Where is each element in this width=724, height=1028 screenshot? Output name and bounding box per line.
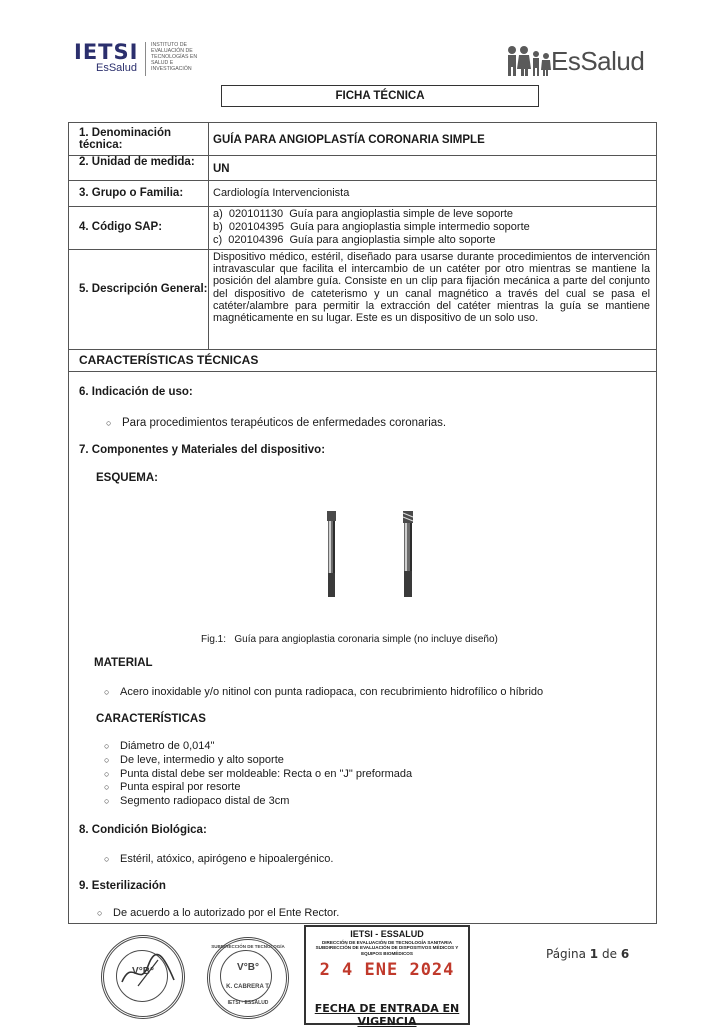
ietsi-institute-name: INSTITUTO DE EVALUACIÓN DE TECNOLOGÍAS EN SALUD E INVESTIGACIÓN (151, 42, 198, 72)
sap-code-item: a) 020101130 Guía para angioplastia simple de leve soporte (213, 208, 514, 220)
row-value: Cardiología Intervencionista (213, 187, 350, 199)
table-row (69, 180, 656, 207)
seal-bottom-text: IETSI · ESSALUD (227, 1000, 269, 1006)
esquema-label: ESQUEMA: (96, 472, 158, 484)
characteristics-title: CARACTERÍSTICAS (96, 713, 206, 725)
figure-caption-text: Guía para angioplastia coronaria simple (no incluye diseño) (234, 634, 498, 645)
row-value: Dispositivo médico, estéril, diseñado para usarse durante procedimientos de intervención intravascular que facilita el intercambio de un catéter por otro mientras se mantiene la posición del alambre guía. Consiste en un clip para fijación mecánica a parte del conjunto del dispositivo de cateterismo y un canal magnético a través del cual se pasa el catéter/alambre para permitir la extracción del catéter mientras la guía se mantiene magnéticamente en su lugar. Este es un dispositivo de un solo uso. (213, 251, 650, 325)
approval-seal-right (207, 937, 289, 1019)
section-header: CARACTERÍSTICAS TÉCNICAS (79, 353, 259, 367)
spec-sheet-frame (68, 122, 657, 924)
page-sep: de (601, 947, 617, 961)
table-row (69, 249, 656, 350)
essalud-family-icon (505, 44, 551, 78)
table-row (69, 155, 656, 181)
section-6-title: 6. Indicación de uso: (79, 386, 193, 398)
table-row (69, 206, 656, 250)
effective-date-stamp (304, 925, 470, 1028)
page-current: 1 (589, 947, 599, 961)
figure-caption (201, 634, 498, 645)
stamp-title: IETSI - ESSALUD (350, 929, 424, 939)
row-label: 1. Denominación técnica: (69, 123, 209, 155)
row-label: 3. Grupo o Familia: (69, 180, 209, 206)
stamp-footer: FECHA DE ENTRADA EN VIGENCIA (314, 1002, 460, 1028)
logo-divider (145, 42, 146, 76)
row-label: 5. Descripción General: (69, 249, 209, 349)
indication-item: ○ Para procedimientos terapéuticos de enfermedades coronarias. (106, 417, 446, 429)
list-item: ○ Punta distal debe ser moldeable: Recta o en "J" preformada (104, 768, 412, 782)
section-9-title: 9. Esterilización (79, 880, 166, 892)
sap-code-item: c) 020104396 Guía para angioplastia simple alto soporte (213, 234, 496, 246)
material-title: MATERIAL (94, 657, 153, 669)
row-label: 2. Unidad de medida: (69, 155, 209, 180)
section-header-row (69, 349, 656, 372)
ietsi-logo (74, 42, 138, 74)
figure-label: Fig.1: (201, 634, 227, 645)
page-total: 6 (620, 947, 630, 961)
characteristics-list (104, 740, 412, 809)
signature-icon (118, 952, 178, 992)
sap-code-list (213, 208, 650, 247)
essalud-logo-word: EsSalud (551, 46, 645, 76)
ietsi-logo-sub: EsSalud (96, 62, 137, 74)
list-item: ○ Segmento radiopaco distal de 3cm (104, 795, 412, 809)
essalud-logo (505, 42, 655, 78)
page-prefix: Página (546, 947, 586, 961)
biological-condition-item: ○ Estéril, atóxico, apirógeno e hipoalergénico. (104, 853, 333, 865)
stamp-subtitle-line: DIRECCIÓN DE EVALUACIÓN DE TECNOLOGÍA SANITARIA (321, 940, 453, 945)
guidewire-image (324, 511, 424, 601)
table-row (69, 123, 656, 156)
row-value: GUÍA PARA ANGIOPLASTÍA CORONARIA SIMPLE (213, 134, 485, 146)
section-8-title: 8. Condición Biológica: (79, 824, 207, 836)
seal-top-text: SUBDIRECCIÓN DE TECNOLOGÍA (211, 944, 285, 949)
seal-name: K. CABRERA T. (226, 984, 270, 990)
seal-vb-label: V°B° (237, 962, 259, 973)
approval-seal-left (101, 935, 185, 1019)
sap-code-item: b) 020104395 Guía para angioplastia simple intermedio soporte (213, 221, 530, 233)
stamp-subtitle-line: SUBDIRECCIÓN DE EVALUACIÓN DE DISPOSITIVOS MÉDICOS Y EQUIPOS BIOMÉDICOS (315, 945, 459, 956)
document-title: FICHA TÉCNICA (221, 85, 539, 107)
stamp-date: 2 4 ENE 2024 (319, 960, 455, 980)
stamp-subtitle (308, 940, 466, 956)
page-number (546, 947, 629, 961)
row-label: 4. Código SAP: (69, 206, 209, 249)
list-item: ○ Diámetro de 0,014" (104, 740, 412, 754)
seal-vb-label: V°B° (132, 966, 154, 977)
list-item: ○ Punta espiral por resorte (104, 781, 412, 795)
section-7-title: 7. Componentes y Materiales del dispositivo: (79, 444, 326, 456)
ietsi-logo-word: IETSI (74, 40, 139, 64)
sterilization-item: ○ De acuerdo a lo autorizado por el Ente Rector. (97, 907, 339, 919)
material-item: ○ Acero inoxidable y/o nitinol con punta radiopaca, con recubrimiento hidrofílico o híbrido (104, 686, 543, 698)
list-item: ○ De leve, intermedio y alto soporte (104, 754, 412, 768)
row-value: UN (213, 163, 230, 175)
